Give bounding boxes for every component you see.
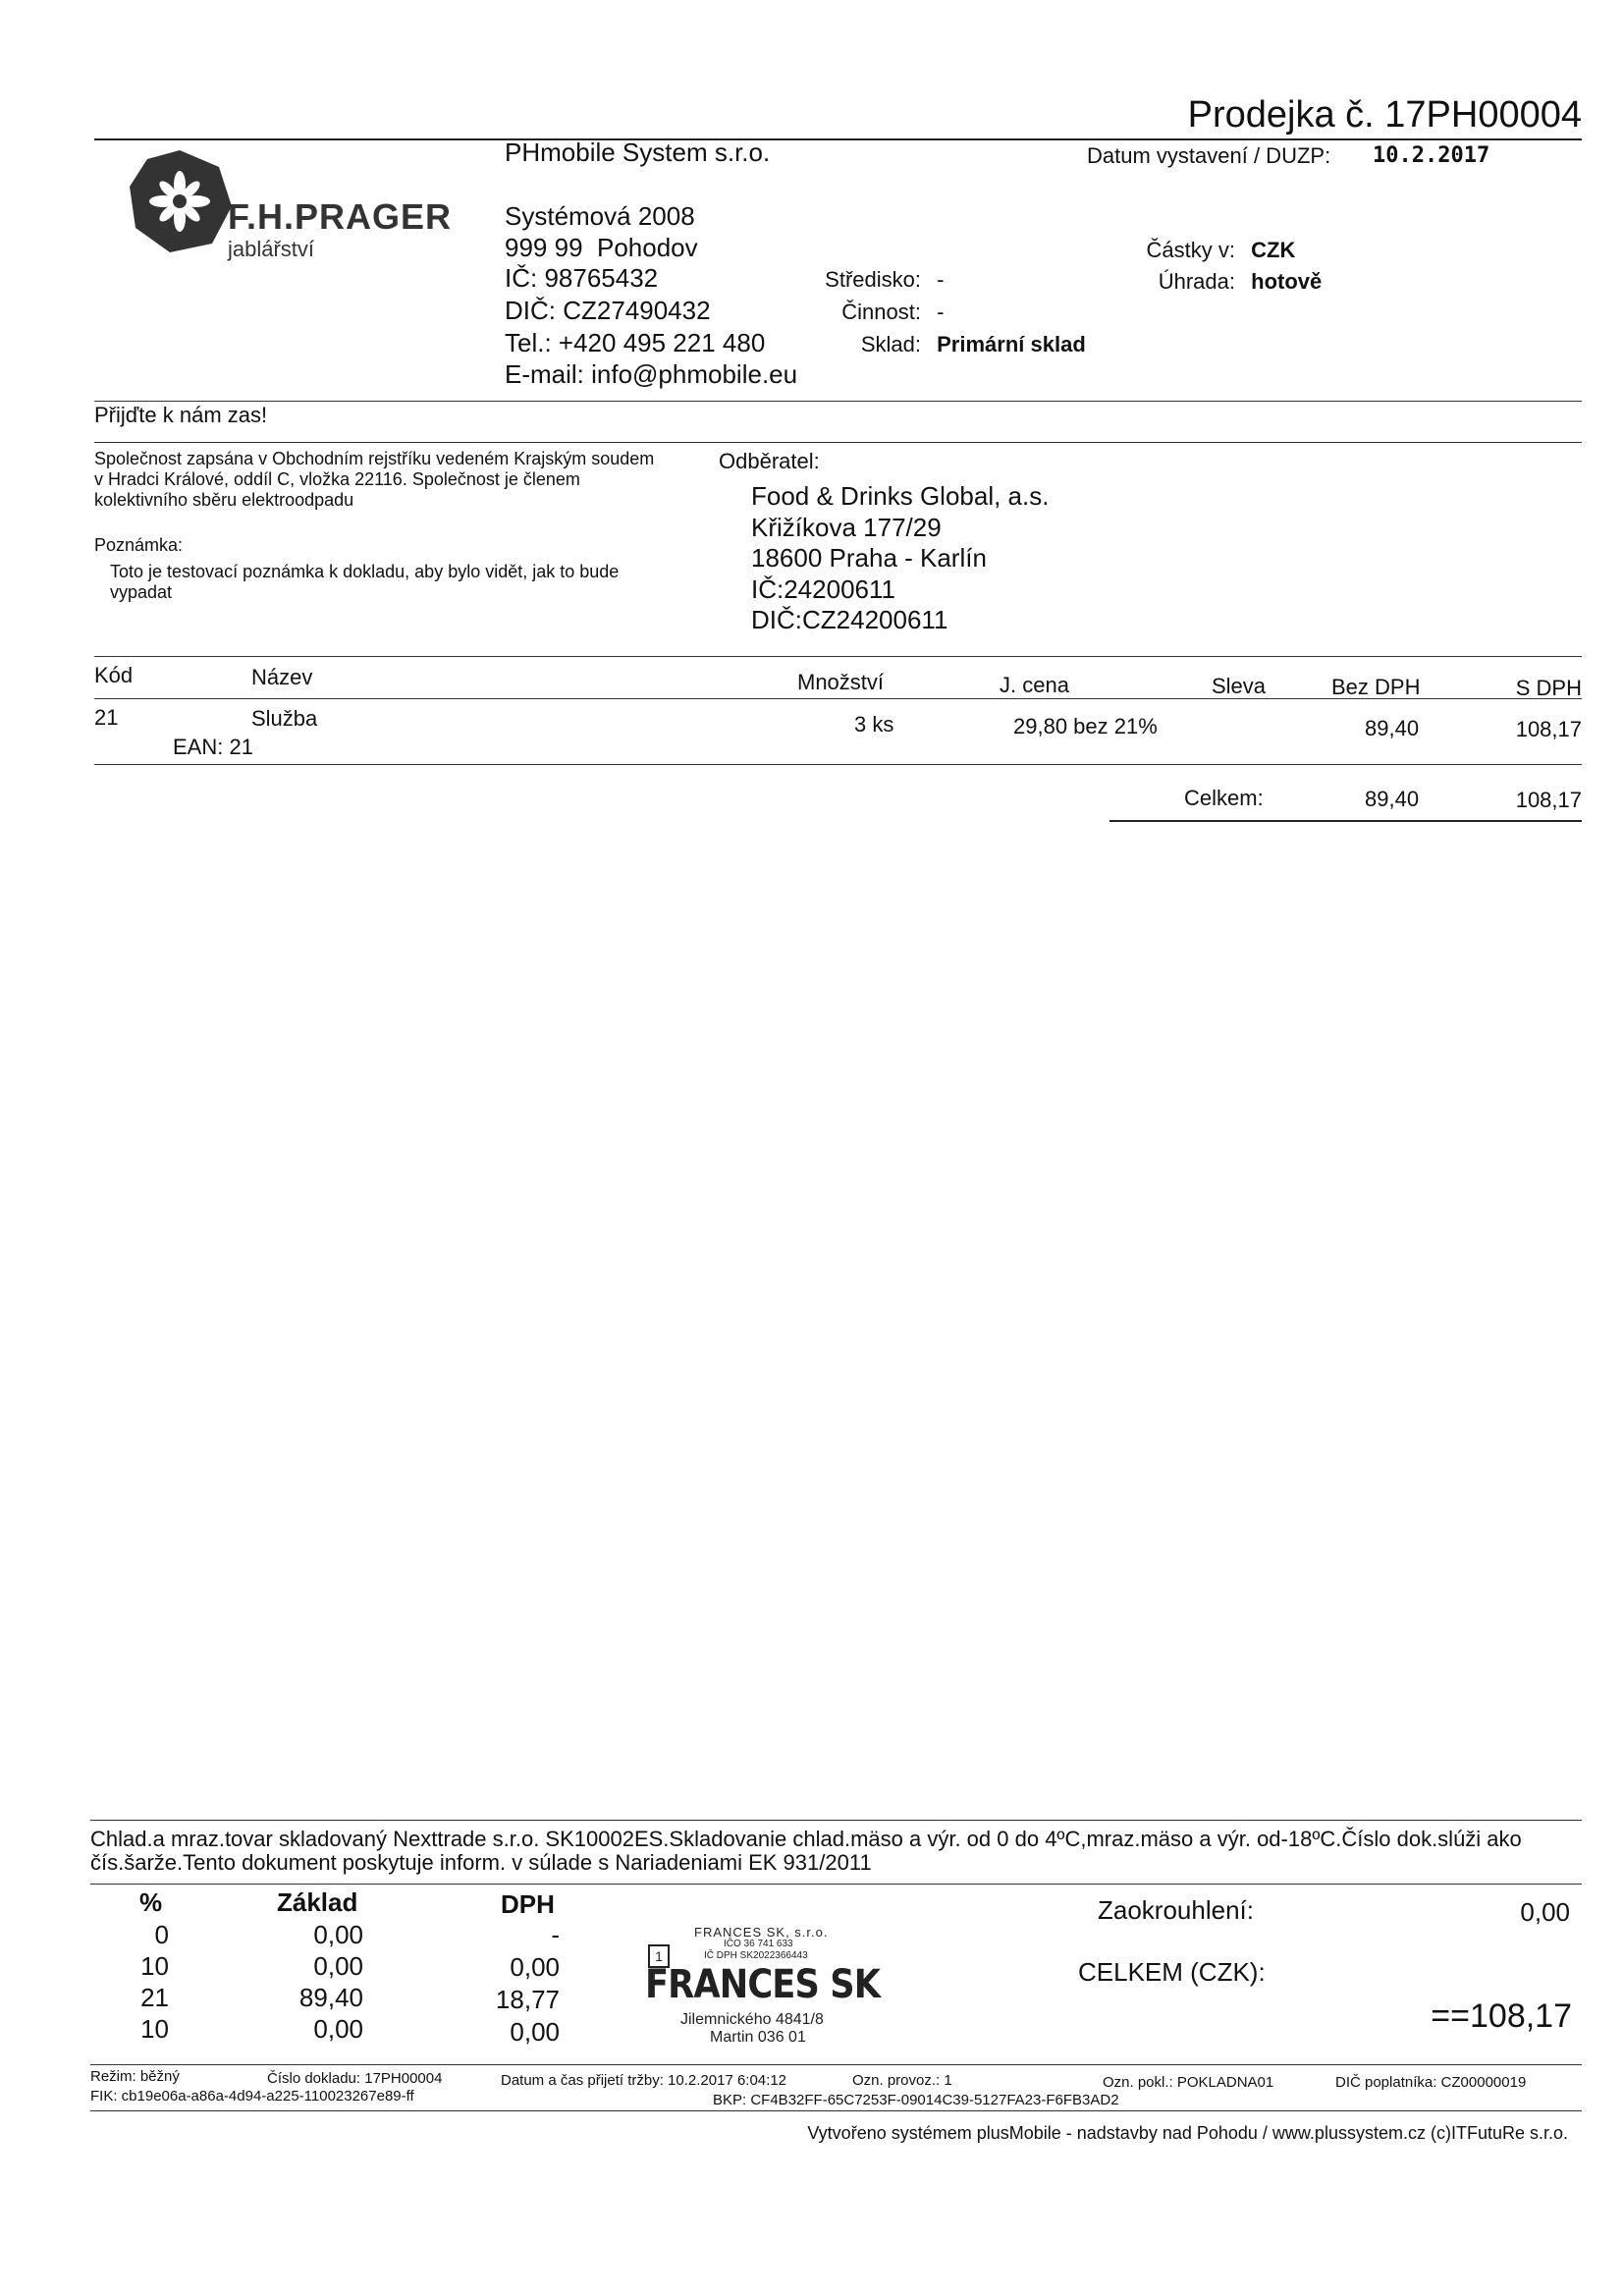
seller-city: 999 99 Pohodov (505, 233, 698, 262)
col-kod: Kód (94, 663, 134, 687)
rounding-label: Zaokrouhlení: (1098, 1895, 1254, 1925)
registration-line-1: Společnost zapsána v Obchodním rejstříku vedeném Krajským soudem (94, 449, 655, 468)
seller-name: PHmobile System s.r.o. (505, 137, 771, 167)
eet-bottom-rule (90, 2110, 1582, 2111)
col-nazev: Název (251, 665, 313, 689)
credits: Vytvořeno systémem plusMobile - nadstavby nad Pohodu / www.plussystem.cz (c)ITFutuRe s.r.o. (807, 2123, 1568, 2143)
eet-dic: DIČ poplatníka: CZ00000019 (1335, 2074, 1527, 2091)
stamp-addr-1: Jilemnického 4841/8 (680, 2011, 824, 2028)
stamp-addr-2: Martin 036 01 (710, 2029, 806, 2046)
eet-top-rule (90, 2064, 1582, 2065)
total-rule (1109, 820, 1582, 822)
vat-dph: - (551, 1920, 560, 1949)
stamp-box: 1 (648, 1944, 670, 1968)
vat-col-dph: DPH (501, 1889, 555, 1919)
col-s-dph: S DPH (1515, 676, 1582, 700)
company-stamp (643, 1923, 918, 2050)
total-label: Celkem: (1184, 786, 1264, 810)
vat-pct: 10 (140, 2014, 169, 2044)
issue-date-value: 10.2.2017 (1373, 143, 1490, 168)
company-logo (126, 147, 479, 265)
vat-zaklad: 89,40 (298, 1983, 363, 2012)
vat-dph: 0,00 (510, 1952, 560, 1982)
buyer-name: Food & Drinks Global, a.s. (751, 481, 1050, 511)
stredisko-value: - (937, 267, 945, 292)
vat-col-zaklad: Základ (277, 1887, 358, 1917)
row-bez-dph: 89,40 (1365, 716, 1420, 740)
vat-zaklad: 0,00 (313, 1951, 363, 1981)
meta-sklad (766, 332, 1086, 357)
issue-date-label: Datum vystavení / DUZP: (1087, 143, 1331, 168)
vat-pct: 0 (154, 1920, 169, 1949)
eet-pokl: Ozn. pokl.: POKLADNA01 (1103, 2074, 1274, 2091)
note-line-2: vypadat (110, 582, 173, 602)
registration-line-3: kolektivního sběru elektroodpadu (94, 490, 354, 510)
eet-datum: Datum a čas přijetí tržby: 10.2.2017 6:04:12 (501, 2072, 786, 2089)
buyer-dic: DIČ:CZ24200611 (751, 605, 948, 634)
items-bottom-rule (94, 764, 1582, 765)
uhrada-label: Úhrada: (1158, 269, 1235, 294)
grand-total-value: ==108,17 (1431, 1997, 1572, 2035)
vat-zaklad: 0,00 (313, 1920, 363, 1949)
seller-dic: DIČ: CZ27490432 (505, 296, 711, 325)
eet-cislo: Číslo dokladu: 17PH00004 (267, 2070, 443, 2087)
castky-label: Částky v: (1146, 238, 1235, 262)
col-sleva: Sleva (1212, 674, 1267, 698)
vat-pct: 21 (140, 1983, 169, 2012)
vat-dph: 0,00 (510, 2017, 560, 2047)
seller-street: Systémová 2008 (505, 201, 695, 231)
sklad-label: Sklad: (860, 332, 921, 356)
note-label: Poznámka: (94, 535, 184, 555)
total-bez-dph: 89,40 (1365, 787, 1420, 811)
vat-zaklad: 0,00 (313, 2014, 363, 2044)
stamp-line-2: IČO 36 741 633 (724, 1939, 793, 1949)
vat-top-rule (90, 1884, 1582, 1885)
stamp-line-3: IČ DPH SK2022366443 (704, 1950, 808, 1961)
footer-note-rule (90, 1820, 1582, 1821)
eet-fik: FIK: cb19e06a-a86a-4d94-a225-110023267e89-ff (90, 2088, 414, 2105)
buyer-city: 18600 Praha - Karlín (751, 543, 987, 573)
meta-cinnost (766, 300, 944, 325)
stamp-line-1: FRANCES SK, s.r.o. (694, 1925, 829, 1940)
logo-subtitle: jablářství (228, 237, 315, 261)
registration-line-2: v Hradci Králové, oddíl C, vložka 22116. Společnost je členem (94, 469, 580, 489)
col-mnozstvi: Množství (797, 670, 885, 694)
seller-email: E-mail: info@phmobile.eu (505, 359, 798, 389)
footer-note-line-2: čís.šarže.Tento dokument poskytuje inform. v súlade s Nariadeniami EK 931/2011 (90, 1850, 872, 1875)
logo-name: F.H.PRAGER (228, 196, 453, 237)
grand-total-label: CELKEM (CZK): (1078, 1957, 1266, 1987)
footer-note-line-1: Chlad.a mraz.tovar skladovaný Nexttrade s.r.o. SK10002ES.Skladovanie chlad.mäso a výr. od 0 do 4ºC,mraz.mäso a výr. od-18ºC.Číslo dok.slúži ako (90, 1827, 1522, 1851)
slogan-top-rule (94, 401, 1582, 402)
rounding-value: 0,00 (1520, 1897, 1570, 1927)
sklad-value: Primární sklad (937, 332, 1086, 356)
vat-col-pct: % (139, 1887, 163, 1917)
vat-pct: 10 (140, 1951, 169, 1981)
total-s-dph: 108,17 (1515, 788, 1582, 812)
cinnost-label: Činnost: (841, 300, 921, 324)
buyer-label: Odběratel: (719, 449, 820, 473)
document-title: Prodejka č. 17PH00004 (1187, 94, 1582, 136)
eet-bkp: BKP: CF4B32FF-65C7253F-09014C39-5127FA23-F6FB3AD2 (713, 2092, 1119, 2108)
header-rule (94, 138, 1582, 140)
uhrada-value: hotově (1251, 269, 1323, 294)
cinnost-value: - (937, 300, 945, 324)
row-jcena: 29,80 bez 21% (1013, 714, 1158, 738)
meta-stredisko (766, 267, 944, 293)
flower-logo-icon (126, 147, 234, 255)
stredisko-label: Středisko: (825, 267, 921, 292)
eet-rezim: Režim: běžný (90, 2068, 180, 2085)
row-s-dph: 108,17 (1515, 717, 1582, 741)
items-header-rule (94, 698, 1582, 699)
eet-provoz: Ozn. provoz.: 1 (852, 2072, 952, 2089)
buyer-ic: IČ:24200611 (751, 574, 895, 604)
meta-uhrada (1080, 269, 1322, 295)
row-mnozstvi: 3 ks (854, 712, 894, 737)
row-kod: 21 (94, 705, 119, 730)
vat-dph: 18,77 (495, 1985, 560, 2014)
row-ean: EAN: 21 (173, 735, 253, 759)
seller-ic: IČ: 98765432 (505, 263, 659, 293)
meta-castky (1080, 238, 1295, 263)
stamp-big-text: FRANCES SK (645, 1962, 881, 2007)
castky-value: CZK (1251, 238, 1296, 262)
col-jcena: J. cena (1000, 673, 1069, 697)
note-line-1: Toto je testovací poznámka k dokladu, aby bylo vidět, jak to bude (110, 562, 620, 581)
seller-tel: Tel.: +420 495 221 480 (505, 328, 766, 357)
row-nazev: Služba (251, 706, 318, 731)
slogan-bottom-rule (94, 442, 1582, 443)
col-bez-dph: Bez DPH (1331, 675, 1421, 699)
slogan: Přijďte k nám zas! (94, 403, 268, 427)
items-top-rule (94, 656, 1582, 657)
buyer-street: Křižíkova 177/29 (751, 513, 942, 542)
